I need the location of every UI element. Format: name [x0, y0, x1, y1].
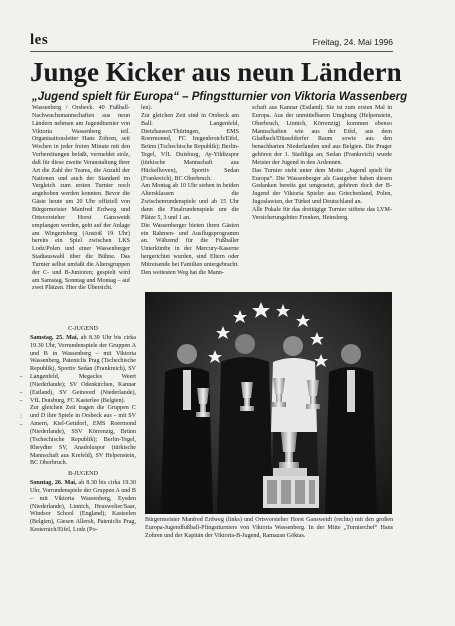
c-jugend-orsbeck: Zur gleichen Zeit tragen die Gruppen C und D ihre Spiele in Orsbeck aus – mit SV Amern, Kiel-Gettdorf, EMS Roermond (Niederlande), SSV Körrenzig, Brünn (Tschechische Republik); Berlin-Tegel, Rheydter SV, Anadoluspor (türkische Mannschaft aus Krefeld), SV Helpenstein, BC Oberbruch. — [30, 405, 136, 467]
b-jugend-sunday-lead: Sonntag, 26. Mai, — [30, 480, 77, 487]
c-jugend-saturday — [30, 335, 136, 406]
masthead-rule — [30, 51, 393, 52]
body-text: Wassenberg / Orsbeck. 40 Fußball-Nachwuchsmannschaften aus neun Ländern nehmen am Jugendturnier von Viktoria Wassenberg teil. Organisationsleiter Hans Zohren, seit Wochen in jeder freien Minute mit den Vorbereitungen befaßt, vermeldet stolz, daß für diese zweite Veranstaltung ihrer Art die Zahl der Teams, die Anzahl der Nationen und auch der Standard im Vergleich zum ersten Turnier noch angehoben werden konnten. Bevor die Gäste heute um 20 Uhr offiziell von Bürgermeister Manfred Erdweg und Ortsvorsteher Horst Gansweidt empfangen werden, geht auf der Anlage am Wingertsberg (Anstoß 19 Uhr) bereits ein Spiel zwischen LKS Lodz/Polen und einer Wassenberger Stadtauswahl über die Bühne. Das Turnier selbst umfaßt die Altersgruppen der C- und B-Junioren; gespielt wird am Samstag, Sonntag und Montag – auf zwei Plätzen. Hier die Übersicht. — [32, 105, 130, 292]
issue-date: Freitag, 24. Mai 1996 — [312, 37, 393, 47]
subheadline: „Jugend spielt für Europa“ – Pfingstturnier von Viktoria Wassenberg — [32, 91, 408, 103]
c-jugend-saturday-lead: Samstag, 25. Mai, — [30, 334, 79, 341]
schedule-column — [30, 323, 136, 535]
b-jugend-sunday-text: ab 8.30 bis cirka 19.30 Uhr, Vorrundenspiele der Gruppen A und B – mit Viktoria Wassenberg, Eysden (Niederlande), Linnich, Heuswelier/Saar, Windsor School (England); Kasteelen (Belgien), Giesen Allersh, Pateniclis Prag, Kesternich/Eifel, Lodz (Po- — [30, 480, 136, 534]
article-column-3 — [252, 105, 392, 223]
press-photo-image — [145, 292, 392, 514]
photo-caption: Bürgermeister Manfred Erdweg (links) und Ortsvorsteher Horst Gansweidt (rechts) mit den großen Europa-Jugendfußball-Pfingstturniers von Viktoria Wassenberg. In der Mitte „Turnierchef“ Hans Zohren und der Kapitän der Viktoria-B-Jugend, Ramazan Göktas. — [145, 517, 393, 539]
c-jugend-heading: C-JUGEND — [68, 326, 98, 332]
press-photo — [145, 292, 392, 514]
body-text: schaft aus Kannar (Estland). Sie ist zum ersten Mal in Europa. Aus der unmittelbaren Umgbung (Helpenstein, Oberbruch, Linnich, Körrenzig) kommen ebenso Mannschaften wie aus der Eifel, aus dem Gladbach/Düsseldorfer Raum sowie aus den benachbarten Niederlanden und aus Belgien. Die Prager gehören der 1. Stadtliga an; Sedan (Frankreich) wurde Meister der Jugend in den Ardennen. Das Turnier steht unter dem Motto „Jugend spielt für Europa“. Die Wassenberger als Gastgeber haben diesen Gedanken bereits gut umgesetzt, gehören doch der B-Jugend der Viktoria Spieler aus Griechenland, Polen, Jugoslawien, der Türkei und Deutschland an. Alle Pokale für das dreitägige Turnier stiftete das LVM-Versicherungsbüro Frenken, Heinsberg. — [252, 105, 392, 221]
c-jugend-saturday-text: ab 8.30 Uhr bis cirka 19.30 Uhr, Vorrundenspiele der Gruppen A und B in Wassenberg – mit Viktoria Wassenberg, Pateniclis Prag (Tschechische Republik), Sportiv Sedan (Frankreich), SV Langenfeld, Megacles Weert (Niederlande); SV Odenkirchen, Kannar (Estland), SV Geinoord (Niederlande), VfL Duisburg, FC Kasterlee (Belgien). — [30, 334, 136, 404]
article-column-1 — [32, 105, 130, 293]
headline: Junge Kicker aus neun Ländern — [30, 57, 402, 87]
b-jugend-heading: B-JUGEND — [68, 471, 98, 478]
section-label: les — [30, 32, 49, 48]
margin-marks: - - - : - — [20, 372, 23, 428]
b-jugend-sunday — [30, 480, 136, 535]
body-text: len). Zur gleichen Zeit sind in Orsbeck am Ball: Langenfeld, Dietzhausen/Thüringen, EMS Roermonnd, FC Imgenbroich/Eifel, Brünn (Tschechische Republik); Berlin-Tegel, VfL Duisburg, Ay-Yildizspor (türkische Mannschaft aus Hückelhoven), Sportiv Sedan (Frankreich), BC Oberbruch. Am Montag ab 10 Uhr stehen in beiden Altersklassen die Zwischenrundenspiele und ab 15 Uhr dann die Finalrundenspiele um die Plätze 5, 3 und 1 an. Die Wassenberger bieten ihren Gästen ein Rahmen- und Ausflugsprogramm an. Während für die Fußballer Unterkünfte in der Mercury-Kaserne hergerichtet wurden, sind Eltern oder Mitreisende bei Familien untergebracht. Den weitesten Weg hat die Mann- — [141, 105, 239, 276]
article-column-2 — [141, 105, 239, 278]
